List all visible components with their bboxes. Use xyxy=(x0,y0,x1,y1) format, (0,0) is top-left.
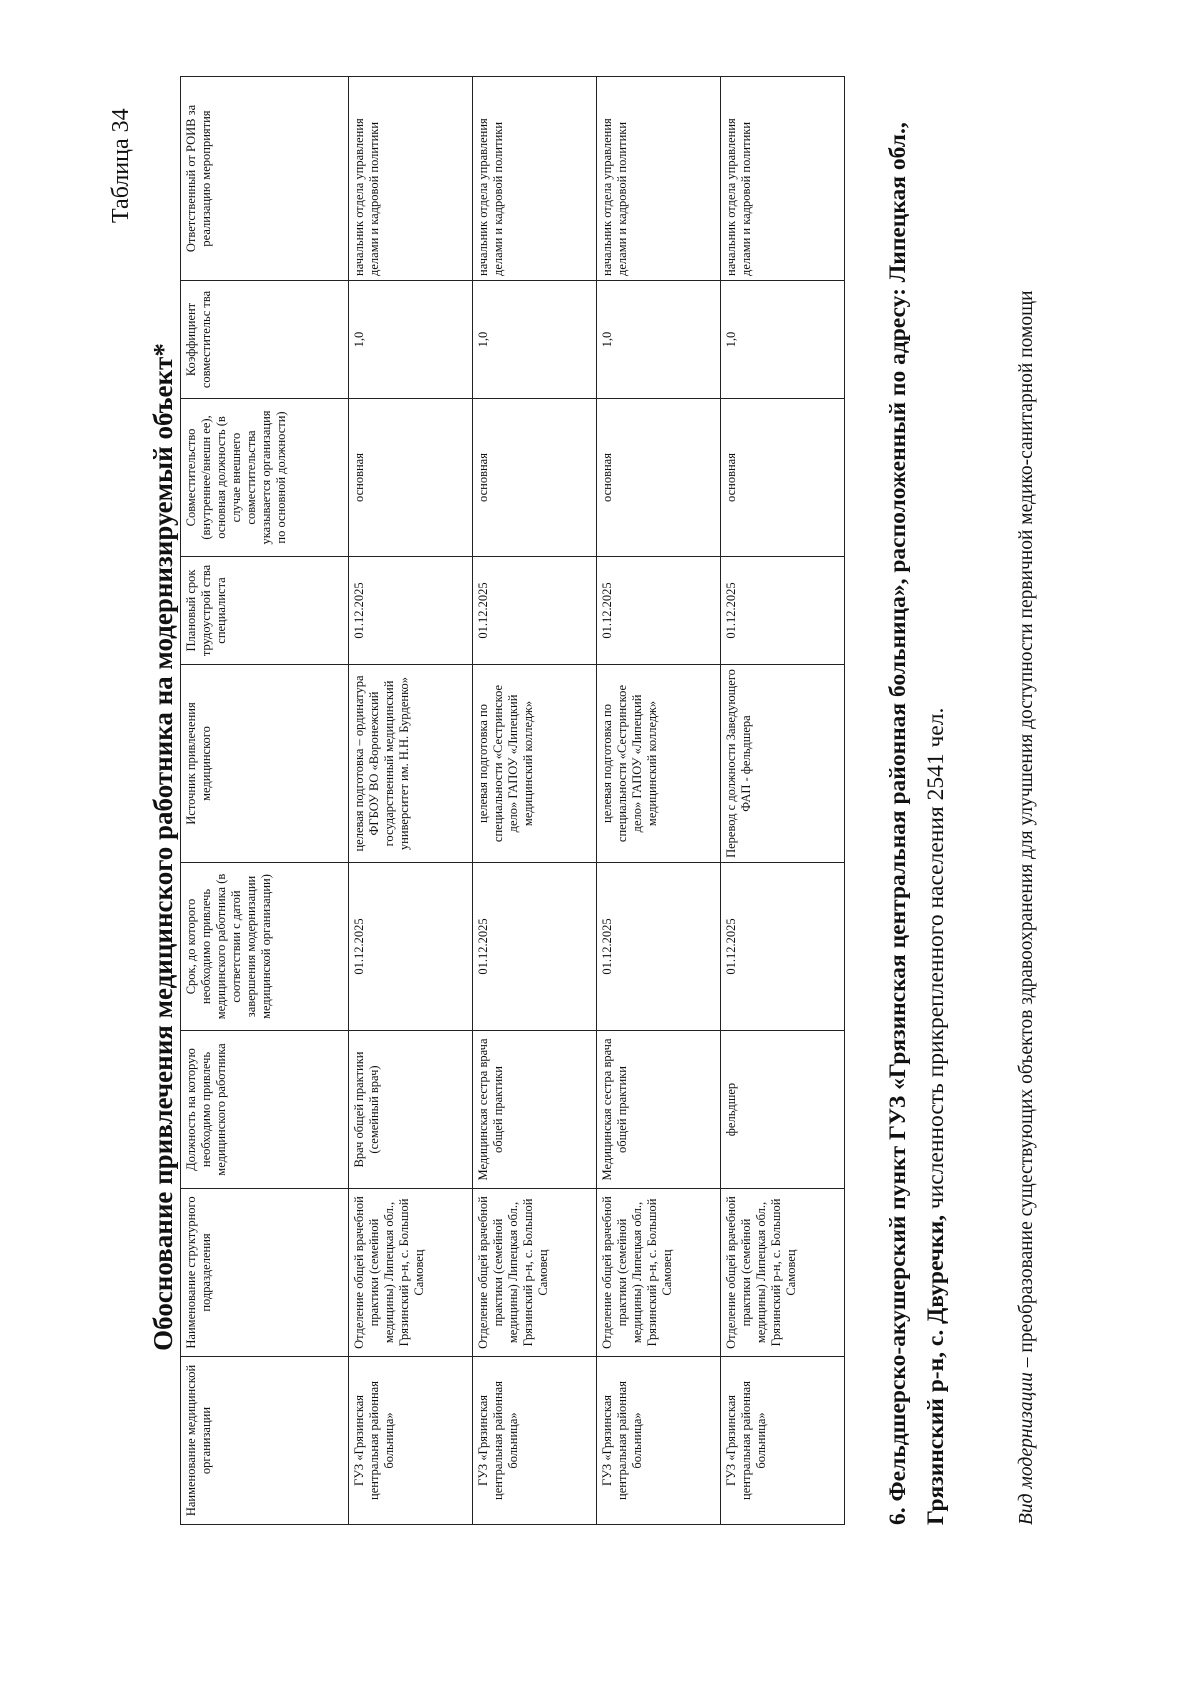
table-cell: Отделение общей врачебной практики (семейной медицины) Липецкая обл., Грязинский р-н, с. Большой Самовец xyxy=(473,1189,597,1357)
column-header: Наименование структурного подразделения xyxy=(181,1189,349,1357)
table-cell: 01.12.2025 xyxy=(473,863,597,1031)
table-cell: целевая подготовка по специальности «Сестринское дело» ГАПОУ «Липецкий медицинский колледж» xyxy=(597,665,721,863)
modernization-label: Вид модернизации xyxy=(1016,1372,1037,1525)
table-cell: 01.12.2025 xyxy=(597,863,721,1031)
table-title: Обоснование привлечения медицинского работника на модернизируемый объект* xyxy=(148,343,178,1351)
table-row xyxy=(597,77,721,1525)
section-heading-bold: 6. Фельдшерско-акушерский пункт ГУЗ «Грязинская центральная районная больница», расположенный по адресу: Липецкая обл., Грязинский р-н, с. Двуречки, xyxy=(885,122,949,1525)
table-cell: Отделение общей врачебной практики (семейной медицины) Липецкая обл., Грязинский р-н, с. Большой Самовец xyxy=(349,1189,473,1357)
table-cell: ГУЗ «Грязинская центральная районная больница» xyxy=(597,1357,721,1525)
table-cell: начальник отдела управления делами и кадровой политики xyxy=(349,77,473,281)
table-body xyxy=(349,77,845,1525)
table-number: Таблица 34 xyxy=(108,108,134,223)
table-cell: начальник отдела управления делами и кадровой политики xyxy=(721,77,845,281)
staff-table xyxy=(180,76,845,1525)
table-row xyxy=(473,77,597,1525)
column-header: Срок, до которого необходимо привлечь медицинского работника (в соответствии с датой завершения модернизации медицинской организации) xyxy=(181,863,349,1031)
table-cell: Медицинская сестра врача общей практики xyxy=(473,1031,597,1189)
table-cell: 1,0 xyxy=(721,281,845,399)
column-header: Плановый срок трудоустрой ства специалиста xyxy=(181,557,349,665)
section-heading xyxy=(880,35,955,1525)
table-cell: основная xyxy=(721,399,845,557)
table-cell: 01.12.2025 xyxy=(349,557,473,665)
table-cell: 01.12.2025 xyxy=(473,557,597,665)
table-cell: ГУЗ «Грязинская центральная районная больница» xyxy=(473,1357,597,1525)
table-cell: 01.12.2025 xyxy=(349,863,473,1031)
column-header: Совместительство (внутреннее/внешн ее), основная должность (в случае внешнего совместительства указывается организация по основной должности) xyxy=(181,399,349,557)
table-cell: Отделение общей врачебной практики (семейной медицины) Липецкая обл., Грязинский р-н, с. Большой Самовец xyxy=(597,1189,721,1357)
table-cell: фельдшер xyxy=(721,1031,845,1189)
table-cell: 1,0 xyxy=(349,281,473,399)
table-cell: 01.12.2025 xyxy=(721,557,845,665)
column-header: Наименование медицинской организации xyxy=(181,1357,349,1525)
section-heading-population: численность прикрепленного населения 2541 чел. xyxy=(922,707,949,1215)
table-cell: 1,0 xyxy=(597,281,721,399)
table-cell: основная xyxy=(349,399,473,557)
column-header: Источник привлечения медицинского xyxy=(181,665,349,863)
table-cell: Отделение общей врачебной практики (семейной медицины) Липецкая обл., Грязинский р-н, с. Большой Самовец xyxy=(721,1189,845,1357)
table-cell: 1,0 xyxy=(473,281,597,399)
table-cell: целевая подготовка – ординатура ФГБОУ ВО «Воронежский государственный медицинский университет им. Н.Н. Бурденко» xyxy=(349,665,473,863)
table-header-row xyxy=(181,77,349,1525)
table-cell: Перевод с должности Заведующего ФАП - фельдшера xyxy=(721,665,845,863)
column-header: Ответственный от РОИВ за реализацию мероприятия xyxy=(181,77,349,281)
table-cell: ГУЗ «Грязинская центральная районная больница» xyxy=(349,1357,473,1525)
table-row xyxy=(721,77,845,1525)
table-cell: целевая подготовка по специальности «Сестринское дело» ГАПОУ «Липецкий медицинский колледж» xyxy=(473,665,597,863)
table-cell: основная xyxy=(597,399,721,557)
table-cell: Врач общей практики (семейный врач) xyxy=(349,1031,473,1189)
table-cell: 01.12.2025 xyxy=(597,557,721,665)
table-cell: начальник отдела управления делами и кадровой политики xyxy=(597,77,721,281)
table-cell: 01.12.2025 xyxy=(721,863,845,1031)
table-row xyxy=(349,77,473,1525)
table-cell: Медицинская сестра врача общей практики xyxy=(597,1031,721,1189)
table-cell: основная xyxy=(473,399,597,557)
modernization-type xyxy=(1012,35,1042,1525)
modernization-text: – преобразование существующих объектов здравоохранения для улучшения доступности первичной медико-санитарной помощи xyxy=(1016,290,1037,1373)
column-header: Коэффициент совместительс тва xyxy=(181,281,349,399)
table-cell: начальник отдела управления делами и кадровой политики xyxy=(473,77,597,281)
column-header: Должность на которую необходимо привлечь медицинского работника xyxy=(181,1031,349,1189)
table-cell: ГУЗ «Грязинская центральная районная больница» xyxy=(721,1357,845,1525)
